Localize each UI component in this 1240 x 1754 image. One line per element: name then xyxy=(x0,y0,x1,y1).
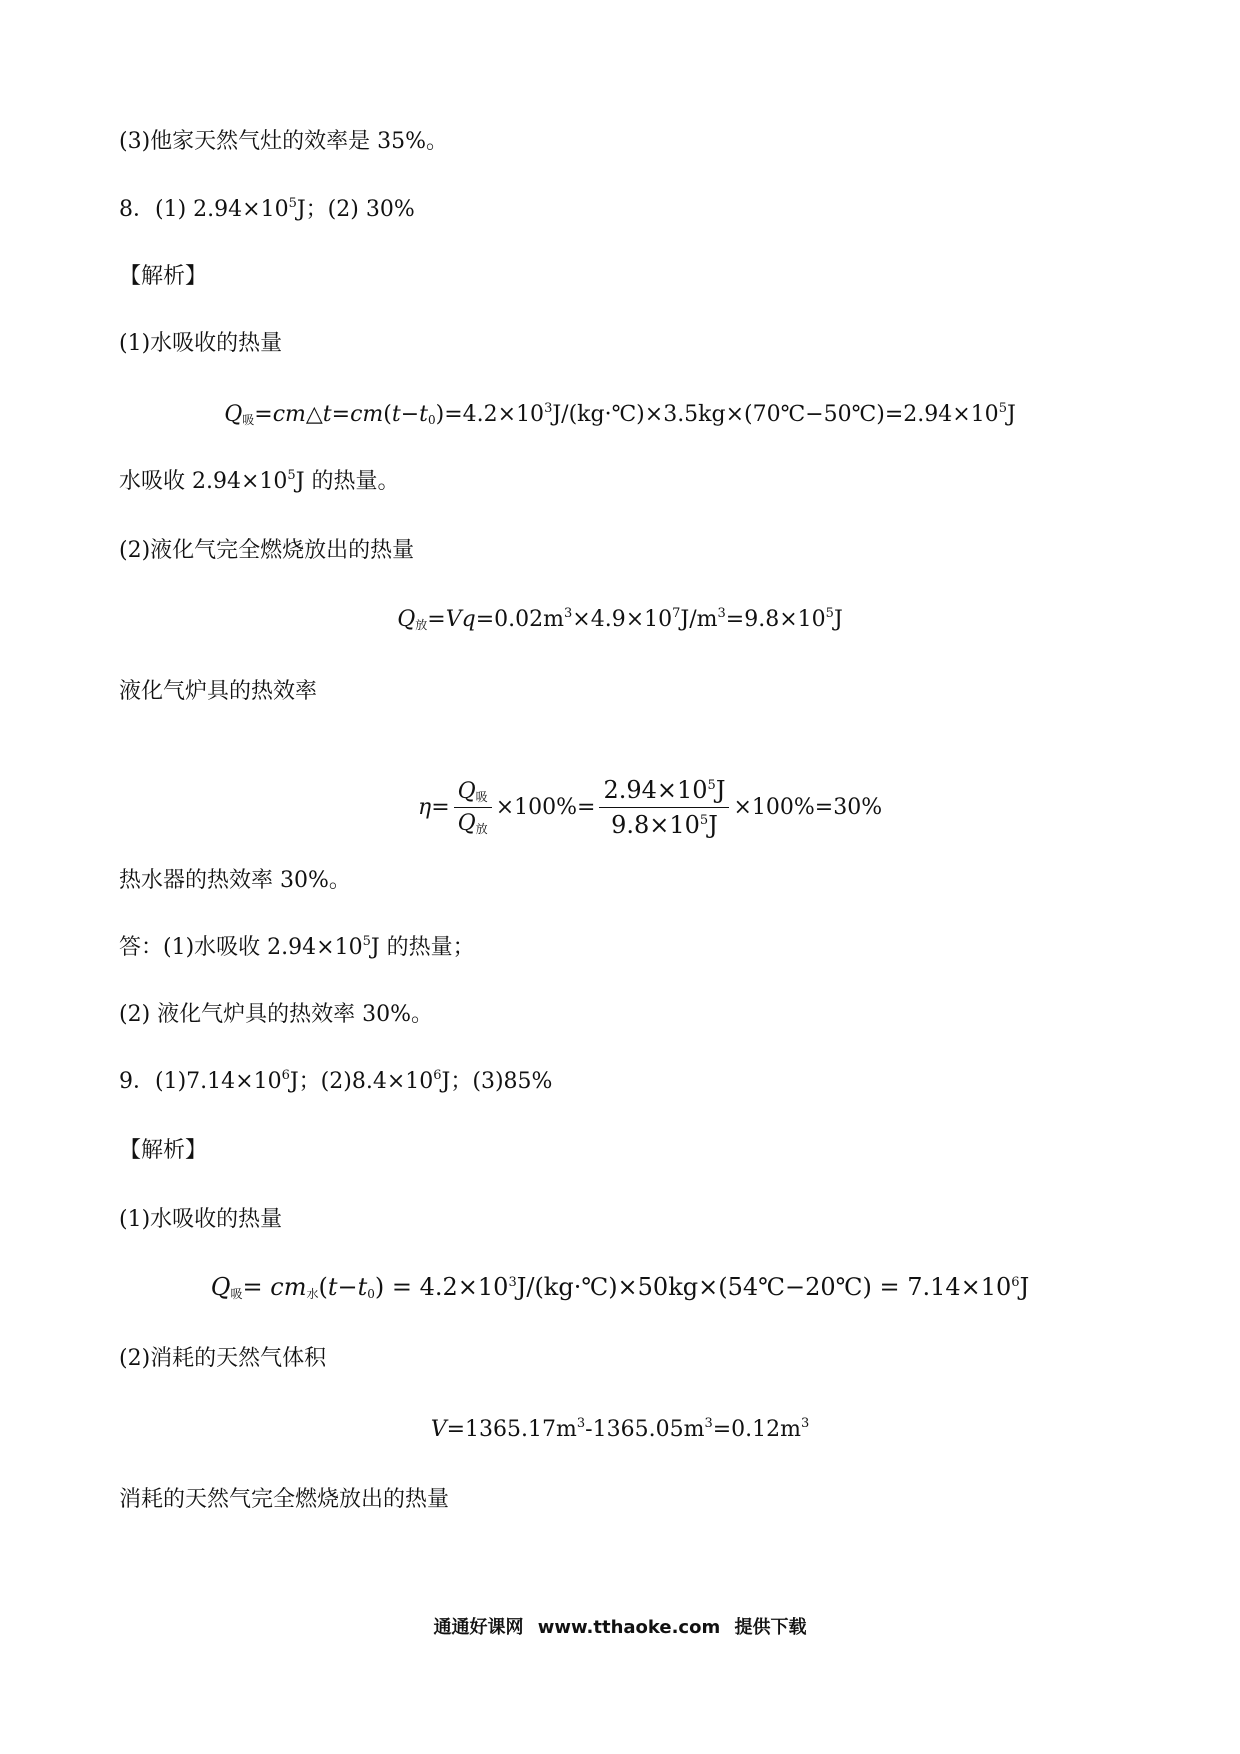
line-water-absorb-result: 水吸收 $2.94\times 10^5J$ 的热量。 xyxy=(119,468,400,494)
step-water-heat-2: (1)水吸收的热量 xyxy=(119,1207,283,1232)
analysis-label-2: 【解析】 xyxy=(119,1138,208,1163)
step-gas-heat: 消耗的天然气完全燃烧放出的热量 xyxy=(119,1487,450,1512)
answer-summary-1: 答：(1)水吸收 $2.94\times 10^5J$ 的热量； xyxy=(119,934,475,960)
equation-efficiency: η = $\frac{Q_吸}{Q_放}$ ×100%= $\frac{2.94\times 10^5J}{9.8\times 10^5J}$ ×100%=30% xyxy=(418,775,883,839)
step-lpg-efficiency: 液化气炉具的热效率 xyxy=(119,679,318,704)
answer-8-heading: 8．(1) $2.94\times 10^5J$；(2) 30% xyxy=(119,196,415,222)
line-heater-efficiency: 热水器的热效率 30%。 xyxy=(119,868,351,893)
analysis-label-1: 【解析】 xyxy=(119,264,208,289)
equation-q-release: $Q_放=Vq=0.02m^3\times 4.9\times 10^7J/m^3=9.8\times 10^5J$ xyxy=(397,606,843,632)
equation-volume: $V=1365.17m^3-1365.05m^3=0.12m^3$ xyxy=(430,1416,810,1442)
step-gas-volume: (2)消耗的天然气体积 xyxy=(119,1346,327,1371)
fraction-value-ratio: $\frac{2.94\times 10^5J}{9.8\times 10^5J}$ xyxy=(599,776,729,839)
footer-site-name: 通通好课网 xyxy=(433,1617,524,1638)
step-water-heat-1: (1)水吸收的热量 xyxy=(119,331,283,356)
step-lpg-heat: (2)液化气完全燃烧放出的热量 xyxy=(119,538,415,563)
answer-summary-2: (2) 液化气炉具的热效率 30%。 xyxy=(119,1002,434,1027)
fraction-q-ratio: $\frac{Q_吸}{Q_放}$ xyxy=(454,779,492,836)
footer-watermark xyxy=(0,1613,1240,1639)
footer-url[interactable]: www.tthaoke.com xyxy=(537,1617,721,1638)
footer-tail: 提供下载 xyxy=(734,1617,807,1638)
line-efficiency-35: (3)他家天然气灶的效率是 35%。 xyxy=(119,129,449,154)
answer-9-heading: 9．$(1)7.14\times 10^6J$；$(2)8.4\times 10^6J$；(3)85% xyxy=(119,1068,553,1094)
equation-q-absorb-2: $Q_吸= cm_水(t-t_0)$ = $4.2\times 10^3J/(kg\cdot℃)\times 50kg\times(54℃-20℃) = 7.14\times 10^6J$ xyxy=(210,1273,1030,1301)
equation-q-absorb-1: $Q_吸=cm\triangle t=cm(t-t_0)=4.2\times 10^3J/(kg\cdot℃)\times 3.5kg\times(70℃-50℃)=2.94\times 10^5J$ xyxy=(224,401,1016,427)
